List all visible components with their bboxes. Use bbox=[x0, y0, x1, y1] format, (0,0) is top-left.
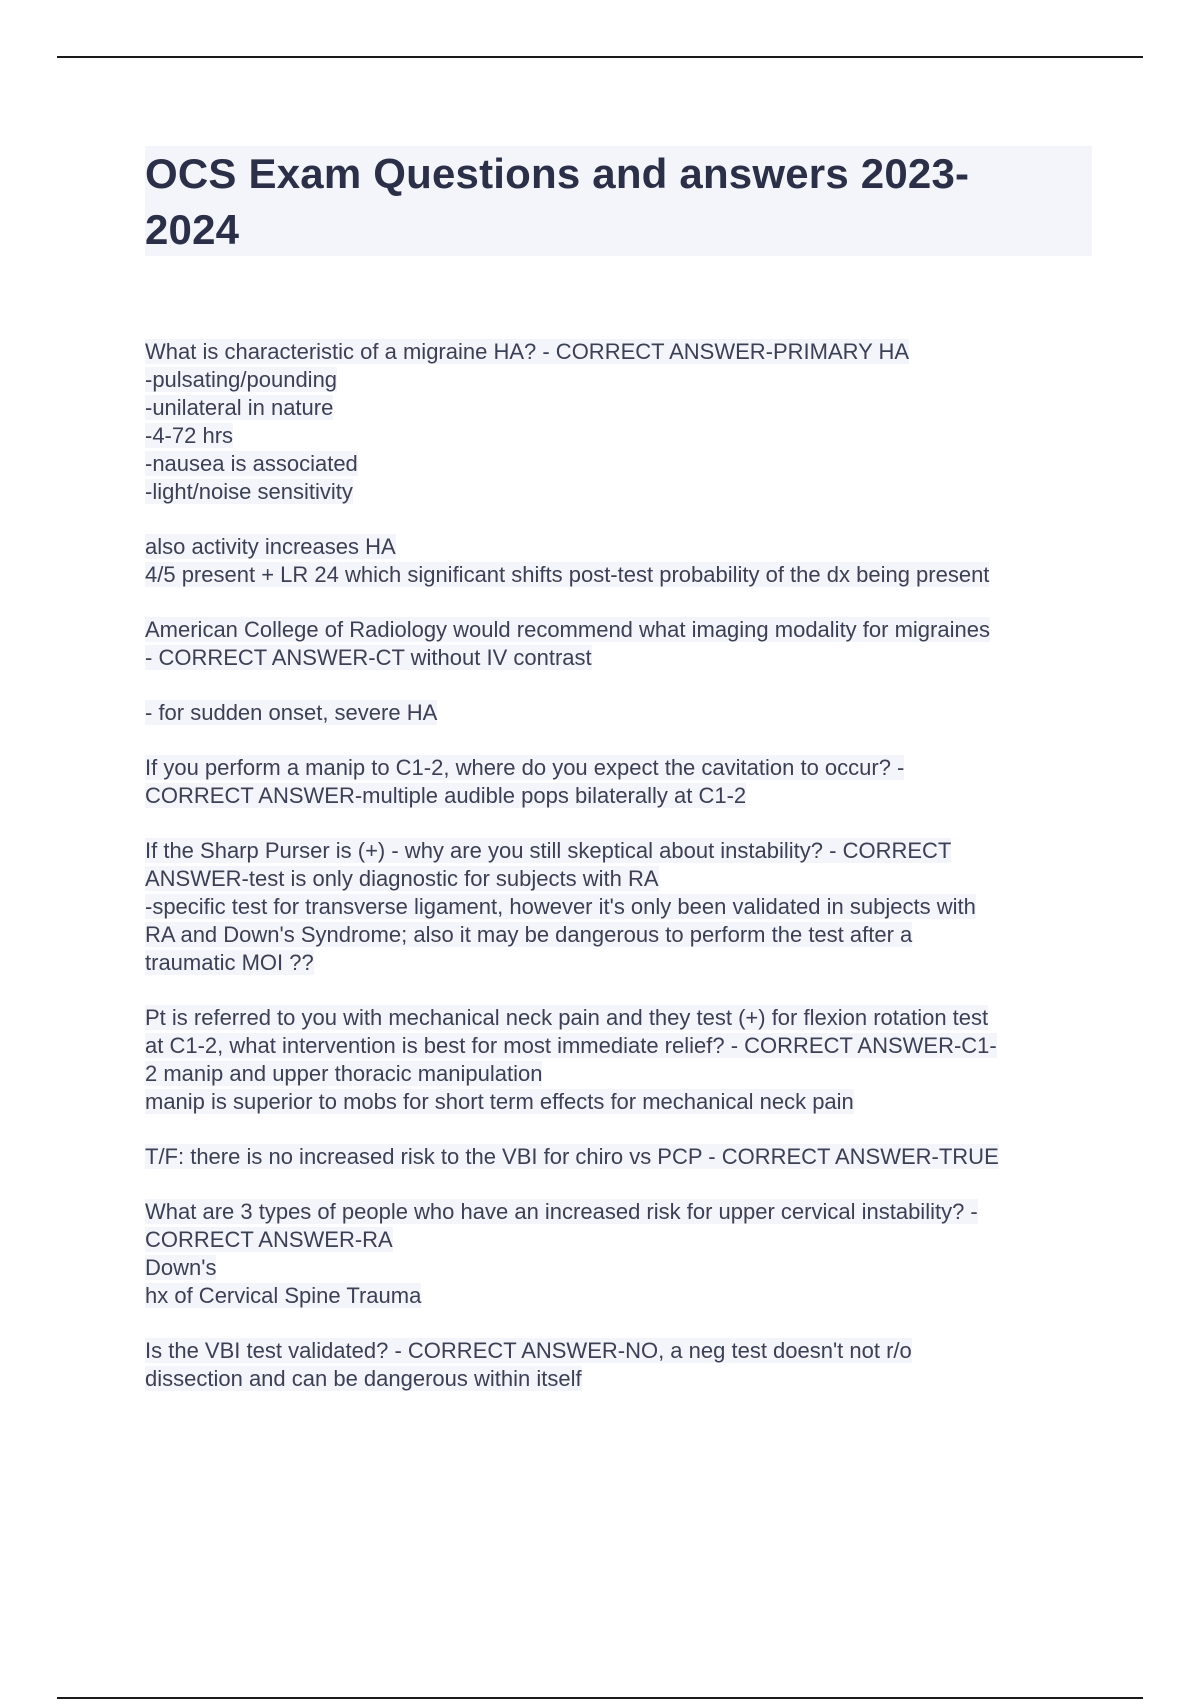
text-line: What is characteristic of a migraine HA? - CORRECT ANSWER-PRIMARY HA bbox=[145, 339, 910, 364]
text-line: -nausea is associated bbox=[145, 451, 358, 476]
qa-block-3 bbox=[145, 616, 1105, 672]
text-line: hx of Cervical Spine Trauma bbox=[145, 1283, 422, 1308]
text-line: American College of Radiology would recommend what imaging modality for migraines bbox=[145, 617, 990, 642]
qa-block-4 bbox=[145, 699, 1105, 727]
top-rule bbox=[57, 56, 1143, 58]
text-line: - CORRECT ANSWER-CT without IV contrast bbox=[145, 645, 592, 670]
text-line: traumatic MOI ?? bbox=[145, 950, 314, 975]
text-line: -pulsating/pounding bbox=[145, 367, 338, 392]
qa-block-1 bbox=[145, 338, 1105, 506]
page-title bbox=[145, 146, 1092, 258]
text-line: dissection and can be dangerous within itself bbox=[145, 1366, 582, 1391]
title-line-1: OCS Exam Questions and answers 2023- bbox=[145, 150, 970, 197]
qa-block-9 bbox=[145, 1198, 1105, 1310]
qa-block-5 bbox=[145, 754, 1105, 810]
text-line: RA and Down's Syndrome; also it may be dangerous to perform the test after a bbox=[145, 922, 913, 947]
bottom-rule bbox=[57, 1697, 1143, 1699]
text-line: -4-72 hrs bbox=[145, 423, 234, 448]
title-line-2: 2024 bbox=[145, 206, 240, 253]
qa-block-2 bbox=[145, 533, 1105, 589]
qa-block-8 bbox=[145, 1143, 1105, 1171]
text-line: 4/5 present + LR 24 which significant shifts post-test probability of the dx being present bbox=[145, 562, 990, 587]
text-line: If you perform a manip to C1-2, where do you expect the cavitation to occur? - bbox=[145, 755, 905, 780]
text-line: -light/noise sensitivity bbox=[145, 479, 353, 504]
text-line: Is the VBI test validated? - CORRECT ANSWER-NO, a neg test doesn't not r/o bbox=[145, 1338, 912, 1363]
text-line: CORRECT ANSWER-multiple audible pops bilaterally at C1-2 bbox=[145, 783, 747, 808]
text-line: -specific test for transverse ligament, however it's only been validated in subjects with bbox=[145, 894, 976, 919]
text-line: T/F: there is no increased risk to the VBI for chiro vs PCP - CORRECT ANSWER-TRUE bbox=[145, 1144, 999, 1169]
title-block bbox=[145, 146, 1092, 256]
text-line: at C1-2, what intervention is best for most immediate relief? - CORRECT ANSWER-C1- bbox=[145, 1033, 997, 1058]
text-line: CORRECT ANSWER-RA bbox=[145, 1227, 393, 1252]
qa-content bbox=[145, 338, 1105, 1420]
text-line: If the Sharp Purser is (+) - why are you still skeptical about instability? - CORRECT bbox=[145, 838, 952, 863]
text-line: What are 3 types of people who have an increased risk for upper cervical instability? - bbox=[145, 1199, 978, 1224]
qa-block-7 bbox=[145, 1004, 1105, 1116]
text-line: Pt is referred to you with mechanical neck pain and they test (+) for flexion rotation test bbox=[145, 1005, 989, 1030]
text-line: 2 manip and upper thoracic manipulation bbox=[145, 1061, 543, 1086]
qa-block-6 bbox=[145, 837, 1105, 977]
qa-block-10 bbox=[145, 1337, 1105, 1393]
text-line: manip is superior to mobs for short term effects for mechanical neck pain bbox=[145, 1089, 854, 1114]
text-line: also activity increases HA bbox=[145, 534, 396, 559]
text-line: Down's bbox=[145, 1255, 217, 1280]
text-line: ANSWER-test is only diagnostic for subjects with RA bbox=[145, 866, 659, 891]
text-line: - for sudden onset, severe HA bbox=[145, 700, 438, 725]
text-line: -unilateral in nature bbox=[145, 395, 334, 420]
